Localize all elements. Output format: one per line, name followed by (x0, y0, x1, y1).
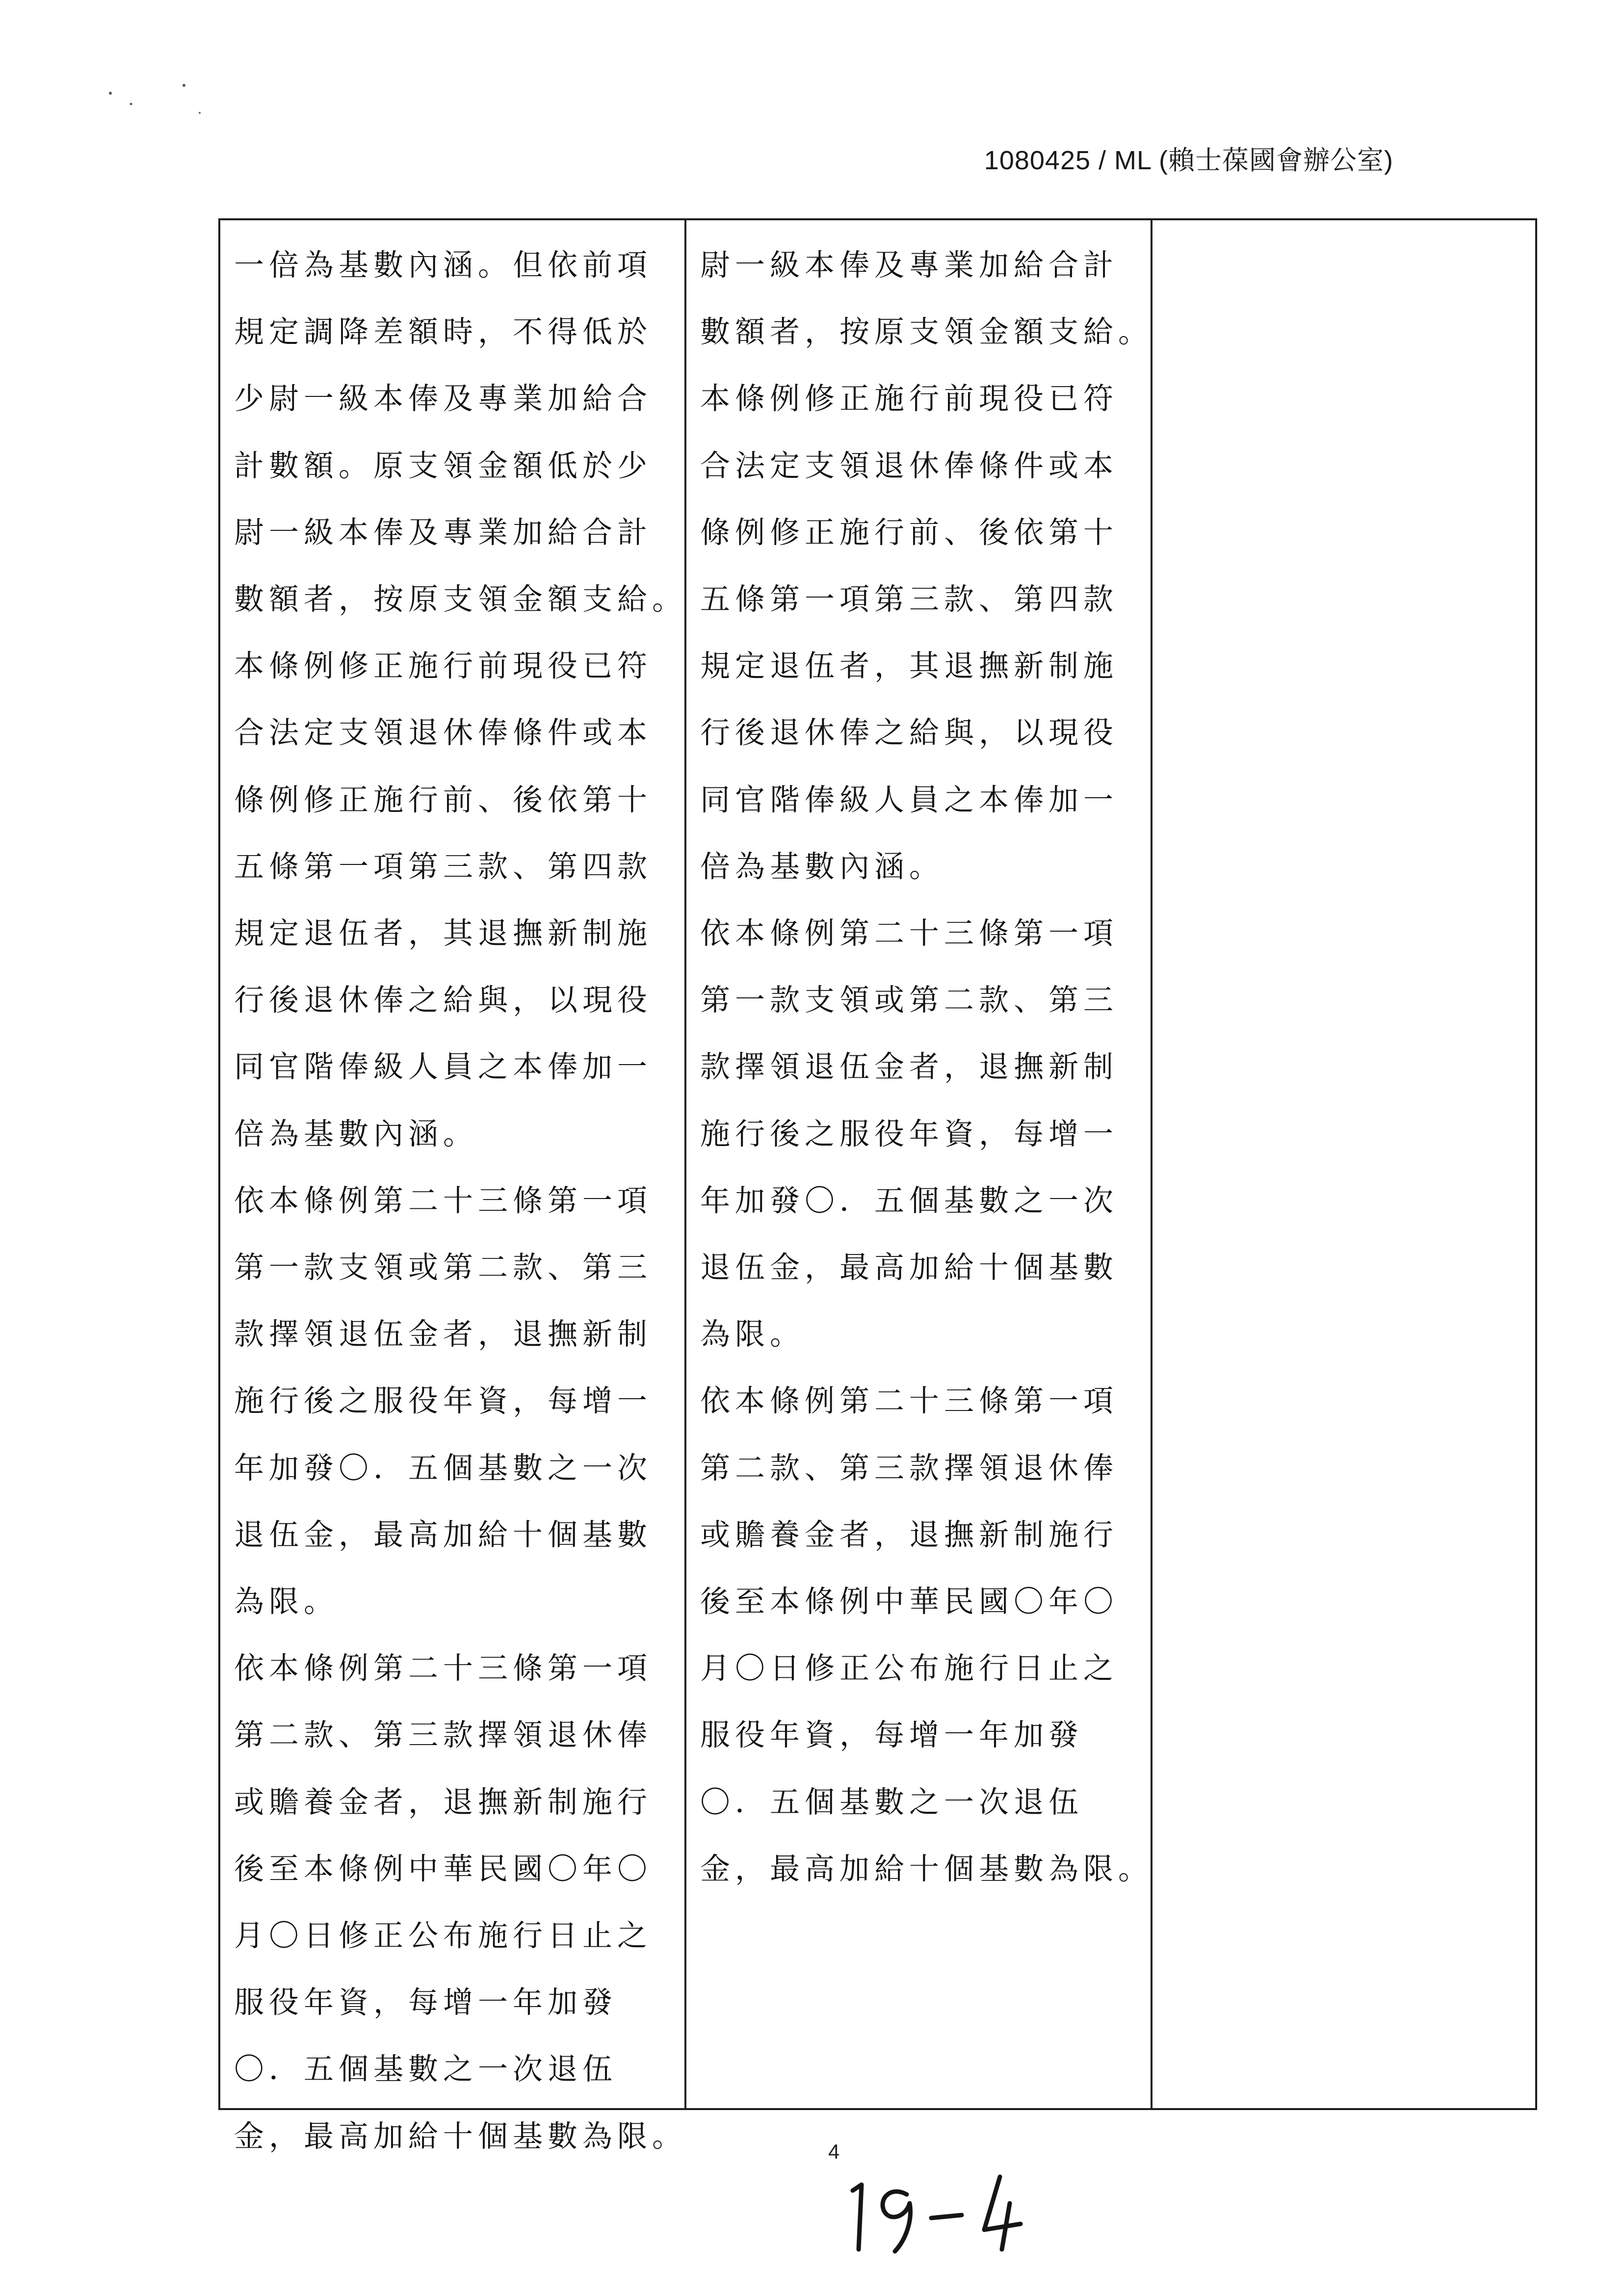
text-line: 尉一級本俸及專業加給合計 (700, 248, 1119, 283)
text-line: 條例修正施行前、後依第十 (234, 782, 653, 817)
provision-paragraph (234, 633, 671, 1168)
provision-paragraph (700, 232, 1153, 365)
text-line: 後至本條例中華民國〇年〇 (234, 1851, 653, 1886)
text-line: 規定退伍者，其退撫新制施 (234, 916, 653, 951)
text-line: 合法定支領退休俸條件或本 (700, 448, 1119, 483)
text-line: 合法定支領退休俸條件或本 (234, 715, 653, 751)
text-line: 依本條例第二十三條第一項 (700, 1383, 1119, 1419)
text-line: 年加發〇．五個基數之一次 (700, 1183, 1119, 1218)
text-line: 服役年資，每增一年加發 (700, 1718, 1084, 1753)
text-line: 月〇日修正公布施行日止之 (700, 1651, 1119, 1686)
provision-paragraph (700, 1368, 1153, 1903)
text-line: 行後退休俸之給與，以現役 (234, 983, 653, 1018)
provision-paragraph (700, 900, 1137, 1368)
text-line: 依本條例第二十三條第一項 (700, 916, 1119, 951)
text-line: 本條例修正施行前現役已符 (234, 649, 653, 684)
text-line: 退伍金，最高加給十個基數 (700, 1250, 1119, 1285)
provision-paragraph (234, 1635, 687, 2170)
text-line: 同官階俸級人員之本俸加一 (700, 782, 1119, 817)
text-line: 或贍養金者，退撫新制施行 (234, 1784, 653, 1820)
text-line: 〇．五個基數之一次退伍 (700, 1784, 1084, 1820)
text-line: 少尉一級本俸及專業加給合 (234, 381, 653, 417)
text-line: 尉一級本俸及專業加給合計 (234, 515, 653, 550)
table-column-amended-text (220, 220, 687, 2154)
text-line: 施行後之服役年資，每增一 (234, 1383, 653, 1419)
comparison-table (218, 218, 1537, 2154)
document-reference-header: 1080425 / ML (賴士葆國會辦公室) (984, 146, 1393, 175)
page-number: 4 (828, 2140, 840, 2163)
text-line: 為限。 (700, 1317, 805, 1352)
text-line: 規定調降差額時，不得低於 (234, 314, 653, 350)
text-line: 倍為基數內涵。 (700, 849, 944, 884)
text-line: 或贍養金者，退撫新制施行 (700, 1517, 1119, 1552)
table-column-current-text (686, 220, 1153, 2108)
text-line: 行後退休俸之給與，以現役 (700, 715, 1119, 751)
text-line: 第二款、第三款擇領退休俸 (234, 1718, 653, 1753)
text-line: 施行後之服役年資，每增一 (700, 1116, 1119, 1151)
text-line: 倍為基數內涵。 (234, 1116, 478, 1151)
text-line: 月〇日修正公布施行日止之 (234, 1918, 653, 1954)
text-line: 依本條例第二十三條第一項 (234, 1183, 653, 1218)
handwritten-page-number (844, 2156, 1050, 2254)
text-line: 金，最高加給十個基數為限。 (234, 2118, 687, 2154)
text-line: 同官階俸級人員之本俸加一 (234, 1049, 653, 1085)
provision-paragraph (234, 232, 687, 633)
text-line: 退伍金，最高加給十個基數 (234, 1517, 653, 1552)
text-line: 本條例修正施行前現役已符 (700, 381, 1119, 417)
provision-paragraph (700, 365, 1137, 900)
text-line: 條例修正施行前、後依第十 (700, 515, 1119, 550)
text-line: 數額者，按原支領金額支給。 (700, 314, 1153, 350)
text-line: 服役年資，每增一年加發 (234, 1985, 618, 2020)
text-line: 第一款支領或第二款、第三 (700, 983, 1119, 1018)
text-line: 數額者，按原支領金額支給。 (234, 582, 687, 617)
text-line: 後至本條例中華民國〇年〇 (700, 1584, 1119, 1619)
text-line: 年加發〇．五個基數之一次 (234, 1450, 653, 1486)
text-line: 依本條例第二十三條第一項 (234, 1651, 653, 1686)
text-line: 金，最高加給十個基數為限。 (700, 1851, 1153, 1886)
text-line: 第二款、第三款擇領退休俸 (700, 1450, 1119, 1486)
text-line: 款擇領退伍金者，退撫新制 (234, 1317, 653, 1352)
table-column-explanation (1153, 220, 1535, 2108)
text-line: 五條第一項第三款、第四款 (234, 849, 653, 884)
text-line: 計數額。原支領金額低於少 (234, 448, 653, 483)
text-line: 第一款支領或第二款、第三 (234, 1250, 653, 1285)
text-line: 〇．五個基數之一次退伍 (234, 2052, 618, 2087)
text-line: 規定退伍者，其退撫新制施 (700, 649, 1119, 684)
text-line: 款擇領退伍金者，退撫新制 (700, 1049, 1119, 1085)
text-line: 為限。 (234, 1584, 339, 1619)
text-line: 五條第一項第三款、第四款 (700, 582, 1119, 617)
scan-specks (105, 78, 218, 123)
provision-paragraph (234, 1168, 671, 1635)
text-line: 一倍為基數內涵。但依前項 (234, 248, 653, 283)
